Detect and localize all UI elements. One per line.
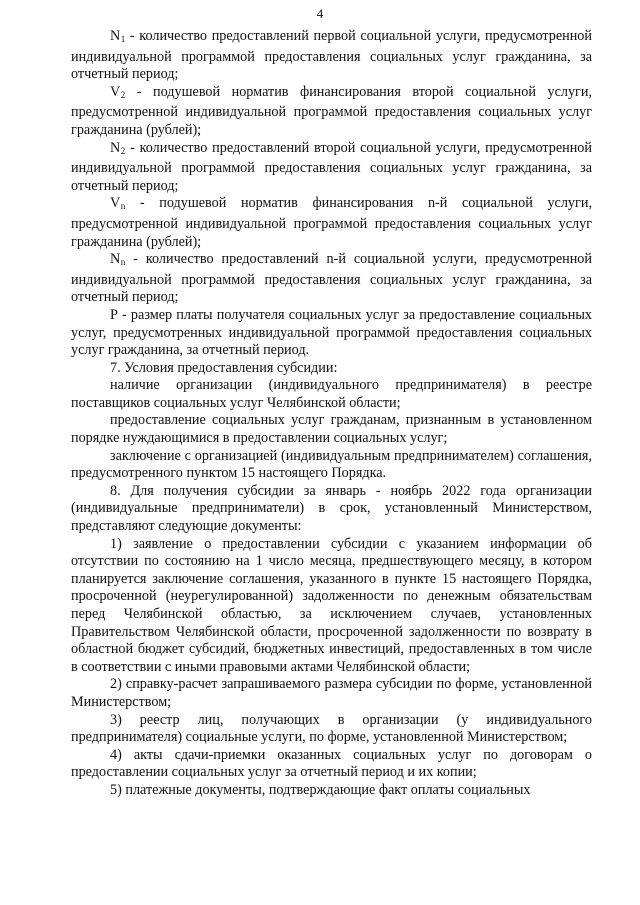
paragraph-n1: $N_1$ - количество предоставлений первой социальной услуги, предусмотренной индивидуальной программой предоставления социальных услуг гражданина, за отчетный период; [71, 28, 592, 83]
section-7-heading: 7. Условия предоставления субсидии: [110, 359, 338, 376]
page-number: 4 [316, 6, 324, 21]
paragraph-vn: $V_n$ - подушевой норматив финансирования n-й социальной услуги, предусмотренной индивидуальной программой предоставления социальных услуг гражданина (рублей); [71, 195, 592, 250]
condition-item: заключение с организацией (индивидуальным предпринимателем) соглашения, предусмотренного пунктом 15 настоящего Порядка. [71, 447, 592, 482]
paragraph-v2: $V_2$ - подушевой норматив финансирования второй социальной услуги, предусмотренной индивидуальной программой предоставления социальных услуг гражданина (рублей); [71, 83, 592, 138]
paragraph-nn: $N_n$ - количество предоставлений n-й социальной услуги, предусмотренной индивидуальной программой предоставления социальных услуг гражданина, за отчетный период; [71, 251, 592, 306]
document-item: 4) акты сдачи-приемки оказанных социальных услуг по договорам о предоставлении социальных услуг за отчетный период и их копии; [71, 746, 592, 781]
document-item: 1) заявление о предоставлении субсидии с указанием информации об отсутствии по состоянию на 1 число месяца, предшествующего месяцу, в котором планируется заключение соглашения, указанного в пункте 15 настоящего Порядка, просроченной (неурегулированной) задолженности по денежным обязательствам перед Челябинской областью, за исключением случаев, установленных Правительством Челябинской области, просроченной задолженности по возврату в областной бюджет субсидий, бюджетных инвестиций, предоставленных в том числе в соответствии с иными правовыми актами Челябинской области; [71, 535, 592, 675]
document-item: 2) справку-расчет запрашиваемого размера субсидии по форме, установленной Министерством; [71, 676, 592, 710]
document-body [71, 28, 592, 800]
paragraph-p: Р - размер платы получателя социальных услуг за предоставление социальных услуг, предусмотренных индивидуальной программой предоставления социальных услуг гражданина, за отчетный период. [71, 306, 592, 359]
document-item: 5) платежные документы, подтверждающие факт оплаты социальных [110, 781, 531, 798]
paragraph-n2: $N_2$ - количество предоставлений второй социальной услуги, предусмотренной индивидуальной программой предоставления социальных услуг гражданина, за отчетный период; [71, 139, 592, 194]
condition-item: предоставление социальных услуг гражданам, признанным в установленном порядке нуждающимися в предоставлении социальных услуг; [71, 412, 592, 447]
section-8-heading: 8. Для получения субсидии за январь - ноябрь 2022 года организации (индивидуальные предприниматели) в срок, установленный Министерством, представляют следующие документы: [71, 482, 592, 535]
document-item: 3) реестр лиц, получающих в организации (у индивидуального предпринимателя) социальные услуги, по форме, установленной Министерством; [71, 711, 592, 746]
condition-item: наличие организации (индивидуального предпринимателя) в реестре поставщиков социальных услуг Челябинской области; [71, 377, 592, 411]
